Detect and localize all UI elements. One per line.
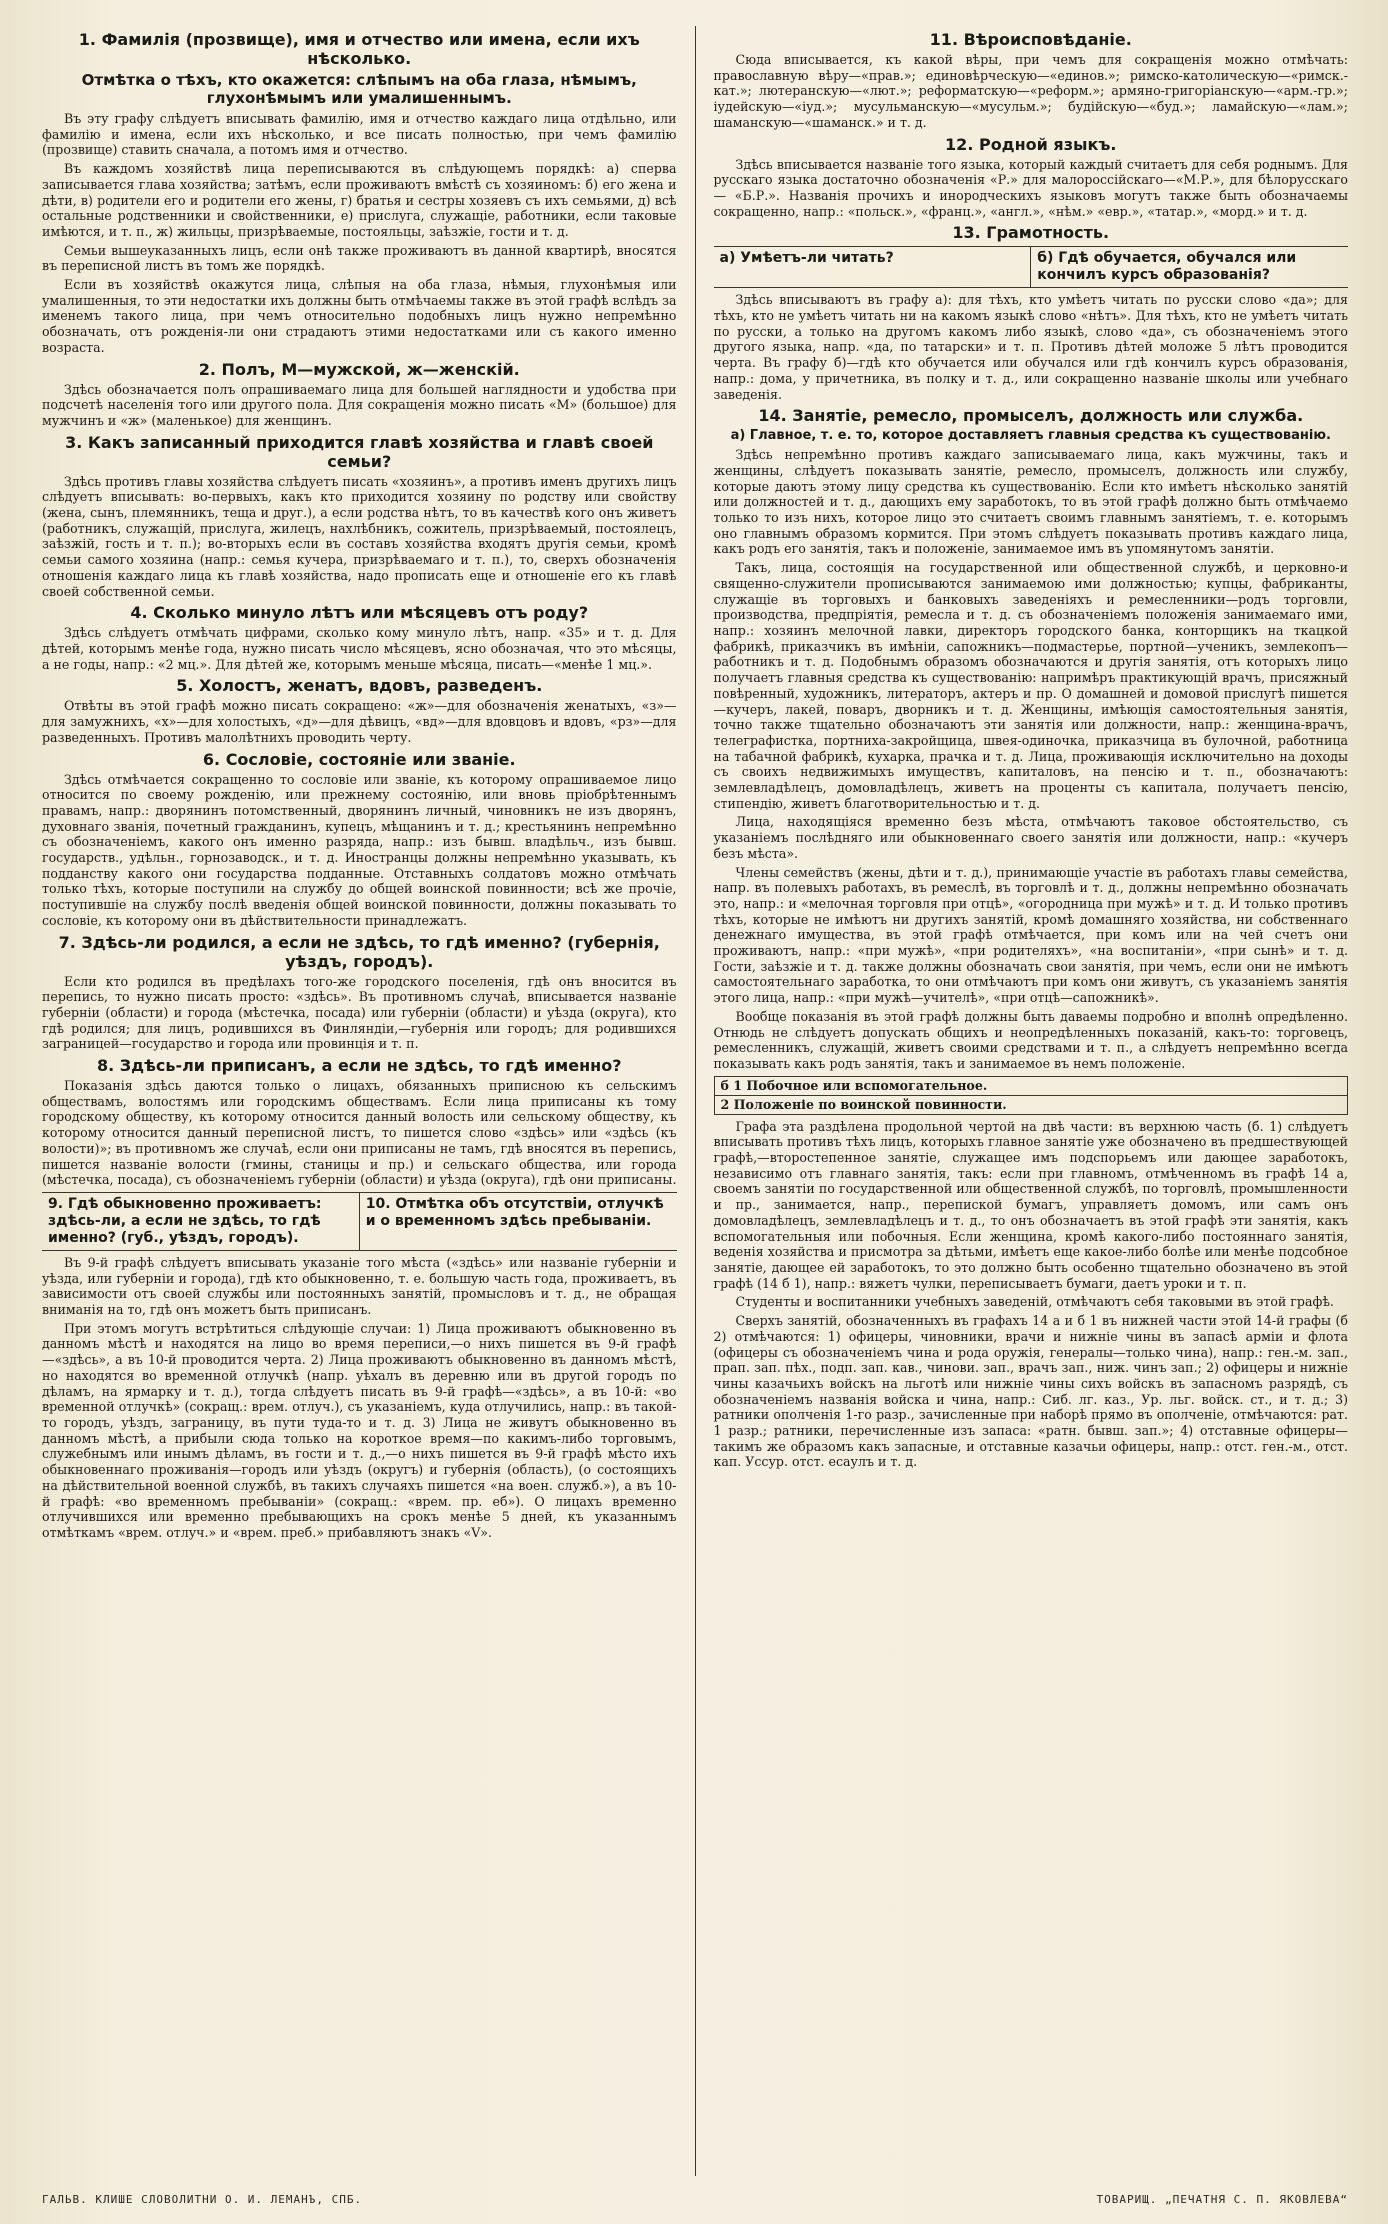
section-1-text: Въ каждомъ хозяйствѣ лица переписываются въ слѣдующемъ порядкѣ: а) сперва записывается глава хозяйства; затѣмъ, если проживаютъ вмѣстѣ съ хозяиномъ: б) его жена и дѣти, в) родители его и родители его жены, г) братья и сестры хозяевъ съ ихъ семьями, д) всѣ остальные родственники и свойственники, е) прислуга, служащіе, работники, если таковые имѣются, и т. п., ж) жильцы, призрѣваемые, постояльцы, заѣзжіе, гости и т. д. [42, 161, 677, 239]
section-9-title: 9. Гдѣ обыкновенно проживаетъ: здѣсь-ли, а если не здѣсь, то гдѣ именно? (губ., уѣздъ, городъ). [48, 1195, 322, 1246]
section-8-title: 8. Здѣсь-ли приписанъ, а если не здѣсь, то гдѣ именно? [97, 1056, 622, 1076]
two-column-layout [42, 26, 1348, 2176]
section-13-text: Здѣсь вписываютъ въ графу а): для тѣхъ, кто умѣетъ читать по русски слово «да»; для тѣхъ, кто не умѣетъ читать ни на какомъ языкѣ слово «нѣтъ». Для тѣхъ, кто не умѣетъ читать по русски, а только на другомъ какомъ либо языкѣ, слово «да», съ обозначеніемъ этого другого языка, напр. «да, по татарски» и т. п. Противъ дѣтей моложе 5 лѣтъ проводится черта. Въ графу б)—гдѣ кто обучается или обучался или гдѣ кончилъ курсъ образованія, напр.: дома, у причетника, въ полку и т. д., или сокращенно названіе школы или учебнаго заведенія. [713, 292, 1348, 402]
section-13-header [714, 246, 1349, 288]
section-8-text: Показанія здѣсь даются только о лицахъ, обязанныхъ приписною къ сельскимъ обществамъ, волостямъ или городскимъ обществамъ. Если лица приписаны къ тому городскому обществу, къ которому относится данный волость или сельскому обществу, къ которому относится данный переписной листъ, то пишется слово «здѣсь» или «здѣсь (къ волости)»; въ противномъ же случаѣ, если они приписаны не тамъ, гдѣ вносятся въ перепись, пишется названіе волости (гмины, станицы и пр.) и сельскаго общества, или города (мѣстечка, посада), съ обозначеніемъ губерніи (области) и уѣзда (округа), гдѣ они приписаны. [42, 1078, 677, 1188]
section-9-text: При этомъ могутъ встрѣтиться слѣдующіе случаи: 1) Лица проживаютъ обыкновенно въ данномъ мѣстѣ и находятся на лицо во время переписи,—о нихъ пишется въ 9-й графѣ—«здѣсь», а въ 10-й проводится черта. 2) Лица проживаютъ обыкновенно въ данномъ мѣстѣ, но находятся во временной отлучкѣ (напр. уѣхалъ въ деревню или въ другой городъ по дѣламъ, на ярмарку и т. д.), тогда слѣдуетъ писать въ 9-й графѣ—«здѣсь», а въ 10-й: «во временной отлучкѣ» (сокращ.: врем. отлуч.), съ указаніемъ, куда отлучились, напр.: въ такой-то городъ, уѣздъ, заграницу, въ пути туда-то и т. д. 3) Лица не живутъ обыкновенно въ данномъ мѣстѣ, а прибыли сюда только на короткое время—по какимъ-либо торговымъ, служебнымъ или инымъ дѣламъ, въ гости и т. д.,—о нихъ пишется въ 9-й графѣ мѣсто ихъ обыкновеннаго проживанія—городъ или уѣздъ (округъ) и губернія (область), (о состоящихъ на дѣйствительной военной службѣ, въ такихъ случаяхъ пишется «на воен. служб.»), а въ 10-й графѣ: «во временномъ пребываніи» (сокращ.: «врем. пр. еб»). О лицахъ временно отлучившихся или временно пребывающихъ на срокъ менѣе 5 дней, къ указаннымъ отмѣткамъ «врем. отлуч.» и «врем. преб.» прибавляютъ знакъ «V». [42, 1320, 677, 1540]
section-7-text: Если кто родился въ предѣлахъ того-же городского поселенія, гдѣ онъ вносится въ перепись, то нужно писать просто: «здѣсь». Въ противномъ случаѣ, вписывается названіе губерніи (области) и города (мѣстечка, посада) или губерніи (области) и уѣзда (округа), кто гдѣ родился; для лицъ, родившихся въ Финляндіи,—губернія или городъ; для родившихся заграницей—государство и города или провинція и т. п. [42, 973, 677, 1052]
section-14b2-title: 2 Положеніе по воинской повинности. [715, 1095, 1348, 1114]
section-13b-title: б) Гдѣ обучается, обучался или кончилъ курсъ образованія? [1030, 247, 1348, 287]
section-3-text: Здѣсь противъ главы хозяйства слѣдуетъ писать «хозяинъ», а противъ именъ другихъ лицъ слѣдуетъ вписывать: во-первыхъ, какъ кто приходится хозяину по родству или свойству (жена, сынъ, племянникъ, теща и друг.), а если родства нѣтъ, то въ качествѣ кого онъ живетъ (работникъ, служащій, прислуга, жилецъ, нахлѣбникъ, сожитель, призрѣваемый, постоялецъ, заѣзжій, гость и т. п.); во-вторыхъ если въ составъ хозяйства входятъ другія семьи, кромѣ семьи самого хозяина (напр.: семья кучера, призрѣваемаго и т. п.), то, сверхъ обозначенія отношенія каждаго лица къ главѣ хозяйства, надо прописать еще и отношеніе его къ главѣ своей собственной семьи. [42, 473, 677, 599]
section-9-text: Въ 9-й графѣ слѣдуетъ вписывать указаніе того мѣста («здѣсь» или названіе губерніи и уѣзда, или губерніи и города), гдѣ кто обыкновенно, т. е. большую часть года, проживаетъ, въ зависимости отъ своей службы или постоянныхъ занятій, промысловъ и т. д., не обращая вниманія на то, гдѣ онъ можетъ быть приписанъ. [42, 1254, 677, 1318]
section-2-text: Здѣсь обозначается полъ опрашиваемаго лица для большей наглядности и удобства при подсчетѣ населенія того или другого пола. Для сокращенія можно писать «М» (большое) для мужчинъ и «ж» (маленькое) для женщинъ. [42, 381, 677, 428]
section-14-text: Члены семействъ (жены, дѣти и т. д.), принимающіе участіе въ работахъ главы семейства, напр. въ полевыхъ работахъ, въ ремеслѣ, въ торговлѣ и т. д., должны непремѣнно обозначать это, напр.: и «мелочная торговля при отцѣ», «огородница при мужѣ» и т. д. И только противъ тѣхъ, которые не имѣютъ ни другихъ занятій, кромѣ домашняго хозяйства, ни собственнаго денежнаго имущества, въ этой графѣ отмѣчается, при комъ или на чей счетъ они проживаютъ, напр.: «при мужѣ», «при родителяхъ», «на воспитаніи», «при сынѣ» и т. д. Гости, заѣзжіе и т. д. также должны обозначать свои занятія, при чемъ, если они не имѣютъ самостоятельнаго заработка, то они отмѣчаютъ при комъ они живутъ, съ указаніемъ занятія этого лица, напр.: «при мужѣ—учителѣ», «при отцѣ—сапожникѣ». [713, 864, 1348, 1006]
section-6-title: 6. Сословіе, состояніе или званіе. [202, 749, 516, 769]
section-14-text: Такъ, лица, состоящія на государственной или общественной службѣ, и церковно-и священно-служители прописываются занимаемою ими должностью; купцы, фабриканты, служащіе въ торговыхъ и банковыхъ заведеніяхъ и ремесленники—родъ торговли, производства, предпріятія, ремесла и т. д. съ обозначеніемъ положенія занимаемаго ими, напр.: хозяинъ мелочной лавки, директоръ городского банка, конторщикъ на ткацкой фабрикѣ, приказчикъ въ имѣніи, сапожникъ—подмастерье, портной—ученикъ, землекопъ—работникъ и т. д. Подобнымъ образомъ обозначаются и другія занятія, отъ которыхъ лицо получаетъ главныя средства къ существованію: напримѣръ практикующій врачъ, присяжный повѣренный, художникъ, литераторъ, актеръ и пр. О домашней и домовой прислугѣ пишется—кучеръ, лакей, поваръ, дворникъ и т. д. Женщины, имѣющія самостоятельныя занятія, точно также тщательно обозначаютъ эти занятія или должности, напр.: женщина-врачъ, телеграфистка, портниха-закройщица, швея-одиночка, приказчица въ булочной, работница на табачной фабрикѣ, кухарка, прачка и т. д. Лица, проживающія исключительно на доходы съ своихъ недвижимыхъ имуществъ, капиталовъ, на пенсію и т. п., обозначаютъ: землевладѣлецъ, домовладѣлецъ, живетъ на проценты съ капитала, получаетъ пенсію, стипендію, живетъ благотворительностью и т. д. [713, 560, 1348, 811]
section-9-10-header [42, 1192, 677, 1251]
section-12-title: 12. Родной языкъ. [945, 134, 1117, 154]
section-11-title: 11. Вѣроисповѣданіе. [929, 30, 1132, 49]
section-13-title: 13. Грамотность. [952, 223, 1110, 243]
section-14b-text: Студенты и воспитанники учебныхъ заведеній, отмѣчаютъ себя таковыми въ этой графѣ. [735, 1294, 1334, 1310]
section-5-title: 5. Холостъ, женатъ, вдовъ, разведенъ. [176, 676, 543, 696]
section-1-text: Семьи вышеуказанныхъ лицъ, если онѣ также проживаютъ въ данной квартирѣ, вносятся въ переписной листъ въ томъ же порядкѣ. [42, 242, 677, 274]
printer-credit-right: ТОВАРИЩ. „ПЕЧАТНЯ С. П. ЯКОВЛЕВА“ [1096, 2193, 1348, 2206]
section-1-subtitle: Отмѣтка о тѣхъ, кто окажется: слѣпымъ на оба глаза, нѣмымъ, глухонѣмымъ или умалишеннымъ. [81, 71, 637, 107]
section-6-text: Здѣсь отмѣчается сокращенно то сословіе или званіе, къ которому опрашиваемое лицо относится по своему рожденію, или прежнему состоянію, или вновь пріобрѣтеннымъ правамъ, напр.: дворянинъ потомственный, дворянинъ личный, чиновникъ не изъ дворянъ, духовнаго званія, почетный гражданинъ, купецъ, мѣщанинъ и т. д.; крестьянинъ непремѣнно съ обозначеніемъ, какого онъ именно разряда, напр.: изъ бывш. владѣльч., изъ бывш. государств., удѣльн., горнозаводск., и т. д. Иностранцы должны непремѣнно указывать, къ подданству какого они государства подданные. Отставныхъ солдатовъ можно отмѣчать только тѣхъ, которые поступили на службу до общей воинской повинности; всѣ же прочіе, поступившіе на службу послѣ введенія общей воинской повинности, должны показывать то сословіе, къ которому они въ дѣйствительности принадлежатъ. [42, 771, 677, 928]
section-14a-subtitle: а) Главное, т. е. то, которое доставляетъ главныя средства къ существованію. [730, 428, 1331, 444]
section-12-text: Здѣсь вписывается названіе того языка, который каждый считаетъ для себя роднымъ. Для русскаго языка достаточно обозначенія «Р.» для малороссійскаго—«М.Р.», для бѣлорусскаго — «Б.Р.». Названія прочихъ и инородческихъ языковъ могутъ также быть обозначаемы сокращенно, напр.: «польск.», «франц.», «англ.», «нѣм.» «евр.», «татар.», «морд.» и т. д. [713, 156, 1348, 219]
section-5-text: Отвѣты въ этой графѣ можно писать сокращено: «ж»—для обозначенія женатыхъ, «з»—для замужнихъ, «х»—для холостыхъ, «д»—для дѣвицъ, «вд»—для вдовцовъ и вдовъ, «рз»—для разведенныхъ. Противъ малолѣтнихъ проводить черту. [42, 698, 677, 745]
section-1-title: 1. Фамилія (прозвище), имя и отчество или имена, если ихъ нѣсколько. [78, 30, 640, 68]
section-10-title: 10. Отмѣтка объ отсутствіи, отлучкѣ и о временномъ здѣсь пребываніи. [359, 1193, 677, 1250]
section-3-title: 3. Какъ записанный приходится главѣ хозяйства и главѣ своей семьи? [65, 432, 654, 471]
section-2-title: 2. Полъ, М—мужской, ж—женскій. [198, 359, 520, 379]
printer-credit-left: ГАЛЬВ. КЛИШЕ СЛОВОЛИТНИ О. И. ЛЕМАНЪ, СПБ. [42, 2193, 363, 2206]
section-14b-box [714, 1076, 1349, 1115]
print-footer [42, 2193, 1348, 2206]
section-14-title: 14. Занятіе, ремесло, промыселъ, должность или служба. [758, 406, 1304, 426]
section-1-text: Если въ хозяйствѣ окажутся лица, слѣпыя на оба глаза, нѣмыя, глухонѣмыя или умалишенныя, то эти недостатки ихъ должны быть отмѣчаемы также въ этой графѣ вслѣдъ за именемъ такого лица, при чемъ относительно подобныхъ лицъ нужно непремѣнно обозначать, отъ рожденія-ли они страдаютъ этими недостатками или съ какого именно возраста. [42, 277, 677, 355]
section-7-title: 7. Здѣсь-ли родился, а если не здѣсь, то гдѣ именно? (губернія, уѣздъ, городъ). [58, 932, 660, 971]
section-14b-text: Графа эта раздѣлена продольной чертой на двѣ части: въ верхнюю часть (б. 1) слѣдуетъ вписывать противъ тѣхъ лицъ, которыхъ главное занятіе уже обозначено въ предшествующей графѣ,—второстепенное занятіе, служащее имъ подспорьемъ или дающее заработокъ, независимо отъ главнаго занятія, такъ: если при главномъ, отмѣченномъ въ графѣ 14 а, своемъ занятіи по государственной или общественной службѣ, по торговлѣ, промышленности и пр., занимается, напр., перепиской бумагъ, управляетъ домомъ, или самъ онъ домовладѣлецъ, землевладѣлецъ и т. д., то онъ обозначаетъ въ этой графѣ эти занятія, какъ вспомогательныя или побочныя. Если женщина, кромѣ какого-либо постояннаго занятія, веденія хозяйства и присмотра за дѣтьми, имѣетъ еще какое-либо болѣе или менѣе подсобное занятіе, дающее ей заработокъ, то это должно быть особенно тщательно обозначено въ этой графѣ (14 б 1), напр.: вяжетъ чулки, переписываетъ бумаги, даетъ уроки и т. п. [713, 1118, 1348, 1291]
section-13a-title: а) Умѣетъ-ли читать? [719, 250, 894, 267]
left-column [42, 26, 696, 2176]
section-14b-text: Сверхъ занятій, обозначенныхъ въ графахъ 14 а и б 1 въ нижней части этой 14-й графы (б 2) отмѣчаются: 1) офицеры, чиновники, врачи и нижніе чины въ запасѣ арміи и флота (офицеры съ обозначеніемъ чина и рода оружія, генералы—только чина), напр.: ген.-м. зап., прап. зап. пѣх., подп. зап. кав., чинови. зап., врачъ зап., ниж. чинъ зап.; 2) офицеры и нижніе чины казачьихъ войскъ на льготѣ или нижніе чины сихъ войскъ въ запасномъ разрядѣ, съ обозначеніемъ названія войска и чина, напр.: Сиб. лг. каз., Ур. льг. войск. ст., и т. д.; 3) ратники ополченія 1-го разр., зачисленные при наборѣ прямо въ ополченіе, отмѣчаются: рат. 1 разр.; ратники, перечисленные изъ запаса: «ратн. бывш. зап.»; 4) отставные офицеры—такимъ же образомъ какъ запасные, и отставные казачьи офицеры, напр.: отст. ген.-м., отст. кап. Уссур. отст. есаулъ и т. д. [713, 1313, 1348, 1470]
section-4-title: 4. Сколько минуло лѣтъ или мѣсяцевъ отъ роду? [130, 603, 589, 623]
section-14-text: Здѣсь непремѣнно противъ каждаго записываемаго лица, какъ мужчины, такъ и женщины, слѣдуетъ показывать занятіе, ремесло, промыселъ, должность или службу, которые даютъ этому лицу средства къ существованію. Если кто имѣетъ нѣсколько занятій или должностей и т. д., дающихъ ему заработокъ, то въ этой графѣ должно быть отмѣчаемо только то изъ нихъ, которое лицо это считаетъ своимъ главнымъ занятіемъ, т. е. которымъ оно главнымъ образомъ кормится. При этомъ слѣдуетъ показывать противъ каждаго лица, какъ родъ его занятія, такъ и положеніе, занимаемое имъ въ упомянутомъ занятіи. [713, 447, 1348, 557]
section-11-text: Сюда вписывается, къ какой вѣры, при чемъ для сокращенія можно отмѣчать: православную вѣру—«прав.»; единовѣрческую—«единов.»; римско-католическую—«римск.-кат.»; лютеранскую—«лют.»; реформатскую—«реформ.»; армяно-григоріанскую—«арм.-гр.»; іудейскую—«іуд.»; мусульманскую—«мусульм.»; будійскую—«буд.»; ламайскую—«лам.»; шаманскую—«шаманск.» и т. д. [713, 52, 1348, 130]
section-14-text: Вообще показанія въ этой графѣ должны быть даваемы подробно и вполнѣ опредѣленно. Отнюдь не слѣдуетъ допускать общихъ и неопредѣленныхъ показаній, какъ-то: торговецъ, ремесленникъ, служащій, живетъ своими средствами и т. п., а слѣдуетъ непремѣнно всегда показывать какъ родъ занятія, такъ и занимаемое въ немъ положеніе. [713, 1008, 1348, 1071]
section-1-text: Въ эту графу слѣдуетъ вписывать фамилію, имя и отчество каждаго лица отдѣльно, или фамилію и имена, если ихъ нѣсколько, и все писать полностью, при чемъ фамилію (прозвище) ставить сначала, а потомъ имя и отчество. [42, 111, 677, 158]
section-4-text: Здѣсь слѣдуетъ отмѣчать цифрами, сколько кому минуло лѣтъ, напр. «35» и т. д. Для дѣтей, которымъ менѣе года, нужно писать число мѣсяцевъ, ясно обозначая, что это мѣсяцы, а не годы, напр.: «2 мц.». Для дѣтей же, которымъ меньше мѣсяца, писать—«менѣе 1 мц.». [42, 625, 677, 672]
right-column [696, 26, 1349, 2176]
section-14b1-title: б 1 Побочное или вспомогательное. [720, 1077, 988, 1093]
section-14-text: Лица, находящіяся временно безъ мѣста, отмѣчаютъ таковое обстоятельство, съ указаніемъ послѣдняго или обыкновеннаго своего занятія или должности, напр.: «кучеръ безъ мѣста». [713, 814, 1348, 861]
